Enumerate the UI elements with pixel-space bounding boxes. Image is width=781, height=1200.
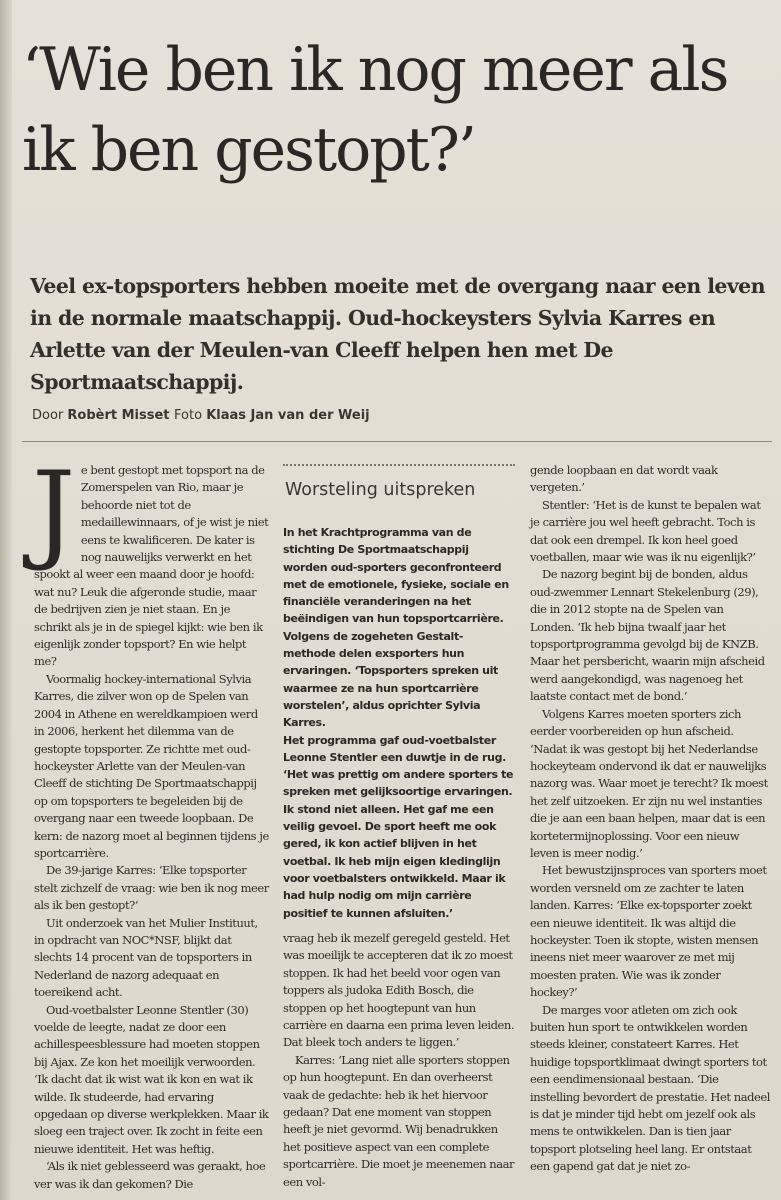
paragraph: Het bewustzijnsproces van sporters moet worden versneld om ze zachter te laten landen. Karres: ‘Elke ex-topsporter zoekt een nieuwe identiteit. Ik was altijd die hockeyster. Toen ik stopte, wisten mensen ineens niet meer waarover ze met mij moesten praten. Wie was ik zonder hockey?’ <box>530 863 767 1000</box>
byline-photographer: Klaas Jan van der Weij <box>206 408 370 423</box>
paragraph: De 39-jarige Karres: ‘Elke topsporter stelt zichzelf de vraag: wie ben ik nog meer als ik ben gestopt?’ <box>34 863 269 913</box>
byline-label-foto: Foto <box>174 408 207 423</box>
byline <box>32 408 732 423</box>
sidebar-box <box>283 464 515 928</box>
sidebar-body <box>283 510 515 922</box>
article-column-3 <box>530 462 770 1176</box>
byline-label-door: Door <box>32 408 68 423</box>
paragraph: Voormalig hockey-international Sylvia Karres, die zilver won op de Spelen van 2004 in Athene en wereldkampioen werd in 2006, herkent het dilemma van de gestopte topsporter. Ze richtte met oud-hockeyster Arlette van der Meulen-van Cleeff de stichting De Sportmaatschappij op om topsporters te begeleiden bij de overgang naar een tweede loopbaan. De kern: de nazorg moet al beginnen tijdens je sportcarrière. <box>34 671 269 860</box>
sidebar-title: Worsteling uitspreken <box>285 480 476 500</box>
paragraph: De nazorg begint bij de bonden, aldus oud-zwemmer Lennart Stekelenburg (29), die in 2012 stopte na de Spelen van Londen. ‘Ik heb bijna twaalf jaar het topsportprogramma gevolgd bij de KNZB. Maar het persbericht, waarin mijn afscheid werd aangekondigd, was nagenoeg het laatste contact met de bond.’ <box>530 567 765 704</box>
article-column-1 <box>32 449 270 1193</box>
dropcap: J <box>32 449 75 574</box>
paragraph: Volgens Karres moeten sporters zich eerder voorbereiden op hun afscheid. ‘Nadat ik was gestopt bij het Nederlandse hockeyteam ondervond ik dat er nauwelijks nazorg was. Waar moet je terecht? Ik moest het zelf uitzoeken. Er zijn nu wel instanties die je aan een baan helpen, maar dat is een kortetermijnoplossing. Voor een nieuw leven is meer nodig.’ <box>530 706 768 860</box>
section-divider <box>22 441 772 442</box>
sidebar-paragraph: Het programma gaf oud-voetbalster Leonne Stentler een duwtje in de rug. ‘Het was prettig om andere sporters te spreken met gelijksoortige ervaringen. Ik stond niet alleen. Het gaf me een veilig gevoel. De sport heeft me ook gered, ik kon actief blijven in het voetbal. Ik heb mijn eigen kledinglijn voor voetbalsters ontwikkeld. Maar ik had hulp nodig om mijn carrière positief te kunnen afsluiten.’ <box>283 733 514 920</box>
page-fold-shadow <box>0 0 12 1200</box>
paragraph-1-text: e bent gestopt met topsport na de Zomerspelen van Rio, maar je behoorde niet tot de medaillewinnaars, of je wist je niet eens te kwalificeren. De kater is nog nauwelijks verwerkt en het spookt al weer een maand door je hoofd: wat nu? Leuk die afgeronde studie, maar de bedrijven zien je niet staan. En je schrikt als je in de spiegel kijkt: wie ben ik eigenlijk zonder topsport? En wie helpt me? <box>34 463 269 669</box>
sidebar-paragraph: In het Krachtprogramma van de stichting De Sportmaatschappij worden oud-sporters geconfronteerd met de emotionele, fysieke, sociale en financiële veranderingen na het beëindigen van hun topsportcarrière. Volgens de zogeheten Gestalt-methode delen exsporters hun ervaringen. ‘Topsporters spreken uit waarmee ze na hun sportcarrière worstelen’, aldus oprichter Sylvia Karres. <box>283 526 509 730</box>
paragraph: ‘Als ik niet geblesseerd was geraakt, hoe ver was ik dan gekomen? Die <box>34 1159 266 1191</box>
article-column-2 <box>283 930 517 1191</box>
byline-author: Robèrt Misset <box>67 408 175 423</box>
paragraph: vraag heb ik mezelf geregeld gesteld. Het was moeilijk te accepteren dat ik zo moest stoppen. Ik had het beeld voor ogen van toppers als judoka Edith Bosch, die stoppen op het hoogtepunt van hun carrière en daarna een prima leven leiden. Dat bleek toch anders te liggen.’ <box>283 931 515 1050</box>
standfirst: Veel ex-topsporters hebben moeite met de overgang naar een leven in de normale maatschappij. Oud-hockeysters Sylvia Karres en Arlette van der Meulen-van Cleeff helpen hen met De Sportmaatschappij. <box>30 274 765 394</box>
paragraph: Oud-voetbalster Leonne Stentler (30) voelde de leegte, nadat ze door een achillespeesblessure had moeten stoppen bij Ajax. Ze kon het moeilijk verwoorden. ‘Ik dacht dat ik wist wat ik kon en wat ik wilde. Ik studeerde, had ervaring opgedaan op diverse werkplekken. Maar ik sloeg een traject over. Ik zocht in feite een nieuwe identiteit. Het was heftig. <box>34 1002 269 1156</box>
paragraph: De marges voor atleten om zich ook buiten hun sport te ontwikkelen worden steeds kleiner, constateert Karres. Het huidige topsportklimaat dwingt sporters tot een eendimensionaal bestaan. ‘Die instelling bevordert de prestatie. Het nadeel is dat je minder tijd hebt om jezelf ook als mens te ontwikkelen. Dan is tien jaar topsport plotseling heel lang. Er ontstaat een gapend gat dat je niet zo- <box>530 1002 770 1174</box>
paragraph: gende loopbaan en dat wordt vaak vergeten.’ <box>530 463 718 495</box>
paragraph: Uit onderzoek van het Mulier Instituut, in opdracht van NOC*NSF, blijkt dat slechts 14 procent van de topsporters in Nederland de nazorg adequaat en toereikend acht. <box>34 915 258 1000</box>
headline: ‘Wie ben ik nog meer als ik ben gestopt?’ <box>22 35 728 185</box>
paragraph: Karres: ‘Lang niet alle sporters stoppen op hun hoogtepunt. En dan overheerst vaak de gedachte: heb ik het hiervoor gedaan? Dat ene moment van stoppen heeft je niet gevormd. Wij benadrukken het positieve aspect van een complete sportcarrière. Die moet je meenemen naar een vol- <box>283 1052 515 1189</box>
paragraph: Stentler: ‘Het is de kunst te bepalen wat je carrière jou wel heeft gebracht. Toch is dat ook een drempel. Ik kon heel goed voetballen, maar wie was ik nu eigenlijk?’ <box>530 497 761 565</box>
paragraph-1 <box>32 449 270 671</box>
